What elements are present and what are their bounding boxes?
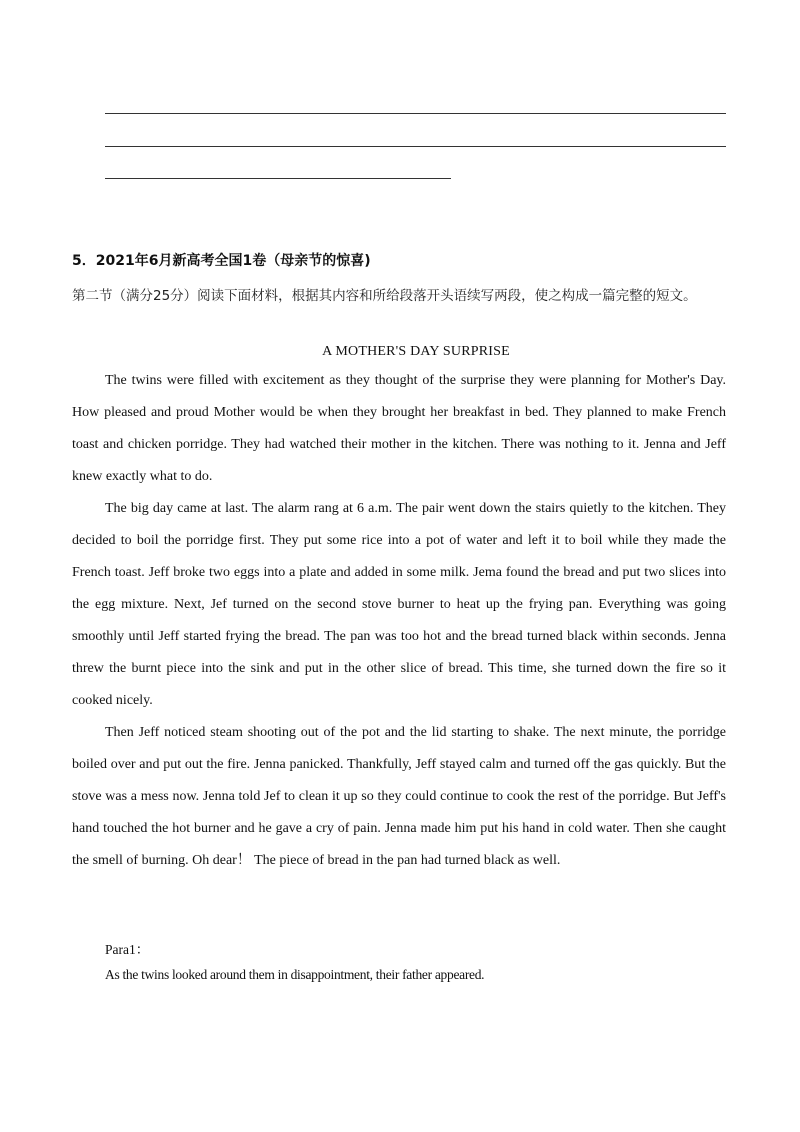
passage-body xyxy=(72,365,726,877)
passage-paragraph-1: The twins were filled with excitement as they thought of the surprise they were planning for Mother's Day. How pleased and proud Mother would be when they brought her breakfast in bed. They planned to make French toast and chicken porridge. They had watched their mother in the kitchen. There was nothing to it. Jenna and Jeff knew exactly what to do. xyxy=(72,373,726,484)
passage-paragraph-3: Then Jeff noticed steam shooting out of the pot and the lid starting to shake. The next minute, the porridge boiled over and put out the fire. Jenna panicked. Thankfully, Jeff stayed calm and turned off the gas quickly. But the stove was a mess now. Jenna told Jef to clean it up so they could continue to cook the rest of the porridge. But Jeff's hand touched the hot burner and he gave a cry of pain. Jenna made him put his hand in cold water. Then she caught the smell of burning. Oh dear！ The piece of bread in the pan had turned black as well. xyxy=(72,725,726,868)
passage-title: A MOTHER'S DAY SURPRISE xyxy=(322,344,510,359)
passage-paragraph-2: The big day came at last. The alarm rang at 6 a.m. The pair went down the stairs quietly to the kitchen. They decided to boil the porridge first. They put some rice into a pot of water and left it to boil while they made the French toast. Jeff broke two eggs into a plate and added in some milk. Jema found the bread and put two slices into the egg mixture. Next, Jef turned on the second stove burner to heat up the frying pan. Everything was going smoothly until Jeff started frying the bread. The pan was too hot and the bread turned black within seconds. Jenna threw the burnt piece into the sink and put in the other slice of bread. This time, she turned down the fire so it cooked nicely. xyxy=(72,501,726,708)
question-heading: 5．2021年6月新高考全国1卷（母亲节的惊喜) xyxy=(72,253,371,269)
answer-line-3 xyxy=(105,178,451,179)
answer-line-1 xyxy=(105,113,726,114)
continuation-label: Para1： xyxy=(105,942,150,957)
continuation-opening: As the twins looked around them in disappointment, their father appeared. xyxy=(105,967,485,982)
answer-line-2 xyxy=(105,146,726,147)
question-instruction: 第二节（满分25分）阅读下面材料，根据其内容和所给段落开头语续写两段，使之构成一篇完整的短文。 xyxy=(72,288,697,304)
